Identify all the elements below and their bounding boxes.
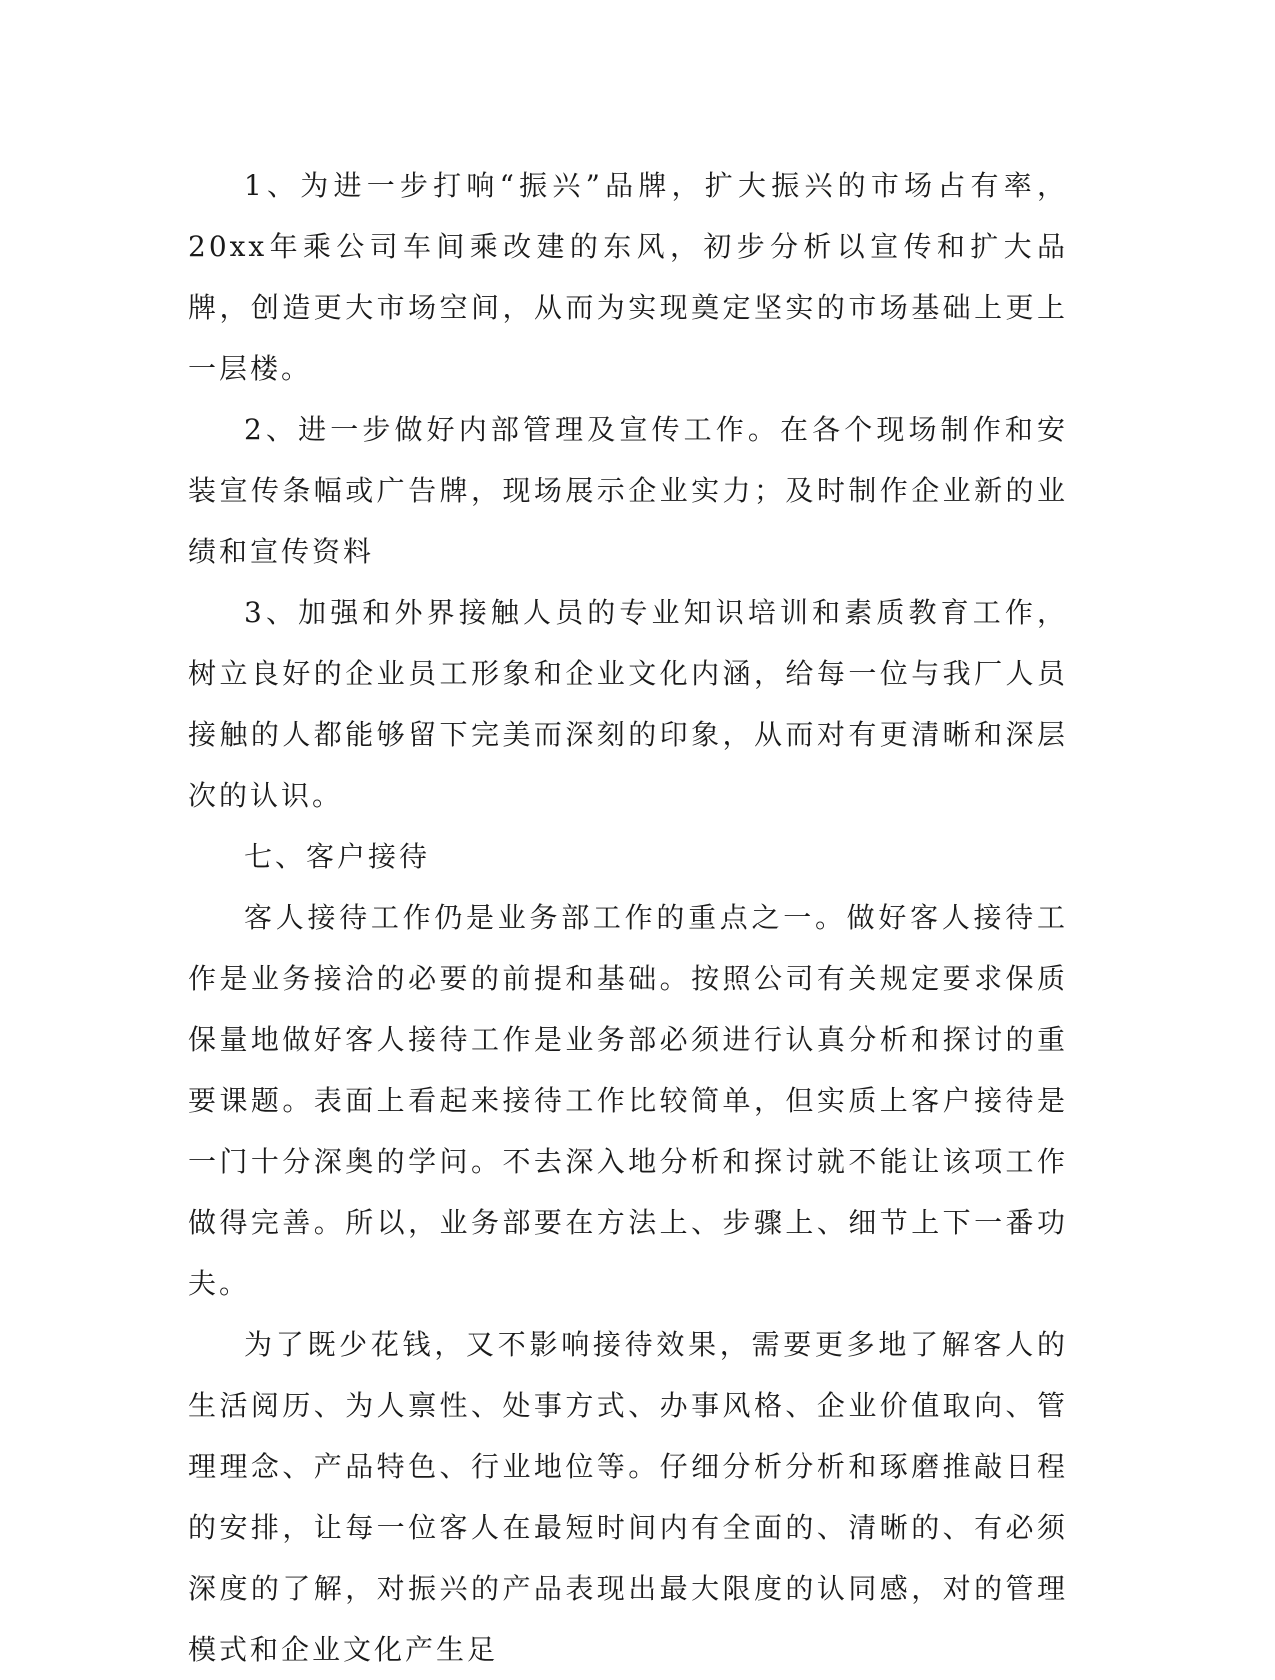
paragraph-reception-importance: 客人接待工作仍是业务部工作的重点之一。做好客人接待工作是业务接洽的必要的前提和基础。按照公司有关规定要求保质保量地做好客人接待工作是业务部必须进行认真分析和探讨的重要课题。表面上看起来接待工作比较简单，但实质上客户接待是一门十分深奥的学问。不去深入地分析和探讨就不能让该项工作做得完善。所以，业务部要在方法上、步骤上、细节上下一番功夫。 (188, 901, 1068, 1300)
document-body (188, 155, 1068, 1680)
section-heading-customer-reception: 七、客户接待 (244, 840, 431, 873)
paragraph-reception-approach: 为了既少花钱，又不影响接待效果，需要更多地了解客人的生活阅历、为人禀性、处事方式、办事风格、企业价值取向、管理理念、产品特色、行业地位等。仔细分析分析和琢磨推敲日程的安排，让每一位客人在最短时间内有全面的、清晰的、有必须深度的了解，对振兴的产品表现出最大限度的认同感，对的管理模式和企业文化产生足 (188, 1328, 1068, 1666)
paragraph-brand-promotion: 1、为进一步打响“振兴”品牌，扩大振兴的市场占有率，20xx年乘公司车间乘改建的东风，初步分析以宣传和扩大品牌，创造更大市场空间，从而为实现奠定坚实的市场基础上更上一层楼。 (188, 169, 1068, 385)
paragraph-internal-management: 2、进一步做好内部管理及宣传工作。在各个现场制作和安装宣传条幅或广告牌，现场展示企业实力；及时制作企业新的业绩和宣传资料 (188, 413, 1068, 568)
paragraph-staff-training: 3、加强和外界接触人员的专业知识培训和素质教育工作，树立良好的企业员工形象和企业文化内涵，给每一位与我厂人员接触的人都能够留下完美而深刻的印象，从而对有更清晰和深层次的认识。 (188, 596, 1068, 812)
